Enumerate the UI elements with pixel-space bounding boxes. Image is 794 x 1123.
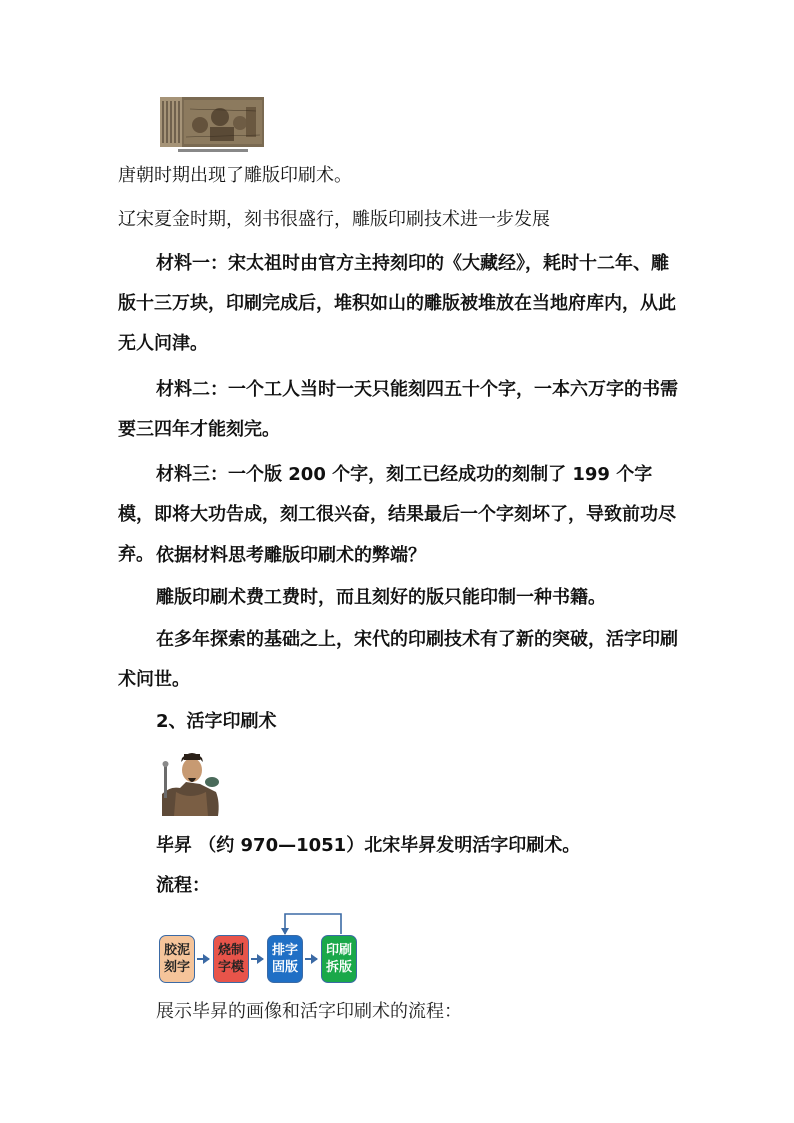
flow-step-label: 烧制字模 (217, 943, 244, 975)
movable-type-flowchart (155, 908, 365, 988)
paragraph-liao-song: 辽宋夏金时期，刻书很盛行，雕版印刷技术进一步发展 (118, 209, 550, 230)
paragraph-material-two: 材料二：一个工人当时一天只能刻四五十个字，一本六万字的书需要三四年才能刻完。 (118, 379, 678, 440)
flow-arrow-3 (305, 958, 317, 960)
paragraph-question: 依据材料思考雕版印刷术的弊端？ (156, 545, 426, 566)
flow-step-label: 印刷拆版 (325, 943, 352, 975)
bi-sheng-portrait (160, 748, 222, 816)
paragraph-breakthrough: 在多年探索的基础之上，宋代的印刷技术有了新的突破，活字印刷术问世。 (118, 629, 678, 690)
paragraph-process-label: 流程： (156, 875, 210, 896)
section-heading-movable-type: 2、活字印刷术 (156, 711, 277, 732)
paragraph-tang-dynasty: 唐朝时期出现了雕版印刷术。 (118, 165, 352, 186)
diamond-sutra-image (160, 97, 264, 155)
feedback-arrow (155, 908, 365, 938)
flow-step-typesetting (267, 935, 303, 983)
paragraph-material-three: 材料三：一个版 200 个字，刻工已经成功的刻制了 199 个字模，即将大功告成，刻工很兴奋，结果最后一个字刻坏了，导致前功尽弃。 (118, 464, 676, 565)
paragraph-material-one: 材料一：宋太祖时由官方主持刻印的《大藏经》，耗时十二年、雕版十三万块，印刷完成后，堆积如山的雕版被堆放在当地府库内，从此无人问津。 (118, 253, 676, 354)
flow-step-label: 排字固版 (271, 943, 298, 975)
paragraph-bi-sheng: 毕昇 （约 970—1051）北宋毕昇发明活字印刷术。 (156, 835, 581, 856)
flow-step-clay-carving (159, 935, 195, 983)
flow-step-firing-type (213, 935, 249, 983)
flow-arrow-2 (251, 958, 263, 960)
flow-step-printing (321, 935, 357, 983)
paragraph-show-portrait: 展示毕昇的画像和活字印刷术的流程： (156, 1001, 462, 1022)
flow-arrow-1 (197, 958, 209, 960)
flow-step-label: 胶泥刻字 (163, 943, 190, 975)
paragraph-answer: 雕版印刷术费工费时，而且刻好的版只能印制一种书籍。 (156, 587, 606, 608)
